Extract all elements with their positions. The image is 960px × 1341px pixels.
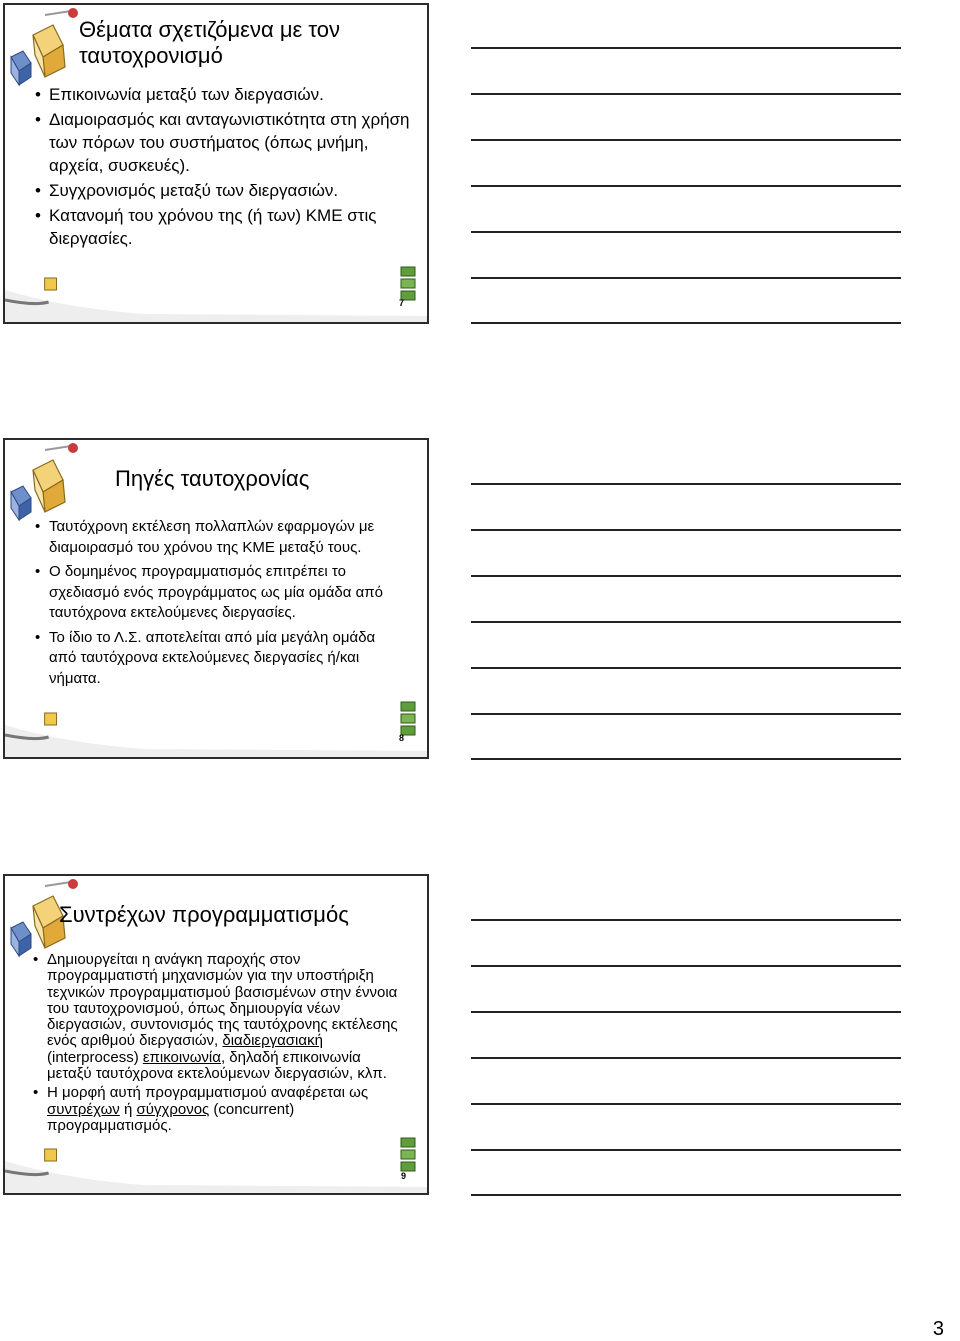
note-line: [471, 483, 901, 485]
slide-number: 9: [401, 1171, 407, 1181]
bullet-text: Δημιουργείται η ανάγκη παροχής στον προγραμματιστή μηχανισμών για την υποστήριξη τεχνικών προγραμματισμού βασισμένων στην έννοια του ταυτοχρονισμού, όπως δημιουργία νέων διεργασιών, συντονισμός της ταυτόχρονης εκτέλεσης ενός αριθμού διεργασιών,: [47, 951, 398, 1050]
bullet-item: [31, 952, 403, 1082]
note-line: [471, 93, 901, 95]
note-line: [471, 185, 901, 187]
underlined-term: διαδιεργασιακή: [222, 1032, 323, 1050]
underlined-term: συντρέχων: [47, 1100, 120, 1118]
bullet-list: [31, 952, 403, 1134]
note-line: [471, 1057, 901, 1059]
bullet-item: • Το ίδιο το Λ.Σ. αποτελείται από μία μεγάλη ομάδα από ταυτόχρονα εκτελούμενες διεργασίες ή/και νήματα.: [33, 628, 401, 690]
underlined-term: σύγχρονος: [136, 1100, 210, 1118]
slide-8: [3, 438, 429, 759]
slide-footer-decoration-icon: [5, 1143, 427, 1193]
underlined-term: επικοινωνία: [142, 1048, 221, 1066]
bullet-list: [33, 83, 413, 250]
bullet-text: (concurrent) προγραμματισμός.: [47, 1100, 295, 1134]
note-line: [471, 575, 901, 577]
bullet-item: • Επικοινωνία μεταξύ των διεργασιών.: [33, 83, 413, 106]
bullet-text: , δηλαδή επικοινωνία μεταξύ ταυτόχρονα εκτελούμενων διεργασιών, κλπ.: [47, 1048, 387, 1083]
note-line: [471, 47, 901, 49]
slide-9: [3, 874, 429, 1195]
note-line: [471, 965, 901, 967]
note-line: [471, 1149, 901, 1151]
bullet-list: [33, 517, 401, 689]
note-line: [471, 139, 901, 141]
slide-footer-decoration-icon: [5, 272, 427, 322]
bullet-item: • Κατανομή του χρόνου της (ή των) ΚΜΕ στις διεργασίες.: [33, 204, 413, 250]
slide-title: Συντρέχων προγραμματισμός: [59, 902, 349, 927]
note-line: [471, 1194, 901, 1196]
note-line: [471, 919, 901, 921]
slide-number: 8: [399, 733, 405, 743]
bullet-text: Η μορφή αυτή προγραμματισμού αναφέρεται ως: [47, 1084, 369, 1102]
note-line: [471, 1011, 901, 1013]
slide-7: [3, 3, 429, 324]
bullet-text: (interprocess): [47, 1048, 143, 1066]
note-line: [471, 621, 901, 623]
note-line: [471, 322, 901, 324]
note-line: [471, 529, 901, 531]
note-line: [471, 758, 901, 760]
bullet-item: [31, 1085, 403, 1134]
slide-title: Πηγές ταυτοχρονίας: [115, 466, 310, 491]
bullet-text: ή: [119, 1100, 137, 1118]
note-line: [471, 667, 901, 669]
bullet-item: • Συγχρονισμός μεταξύ των διεργασιών.: [33, 179, 413, 202]
note-line: [471, 713, 901, 715]
bullet-item: • Διαμοιρασμός και ανταγωνιστικότητα στη χρήση των πόρων του συστήματος (όπως μνήμη, αρχεία, συσκευές).: [33, 108, 413, 177]
note-line: [471, 231, 901, 233]
slide-footer-decoration-icon: [5, 707, 427, 757]
note-line: [471, 1103, 901, 1105]
bullet-item: • Ταυτόχρονη εκτέλεση πολλαπλών εφαρμογών με διαμοιρασμό του χρόνου της ΚΜΕ μεταξύ τους.: [33, 517, 401, 558]
page-number: 3: [932, 1318, 944, 1340]
slide-title: Θέματα σχετιζόμενα με τον ταυτοχρονισμό: [79, 17, 341, 69]
slide-number: 7: [399, 298, 405, 308]
note-line: [471, 277, 901, 279]
bullet-item: • Ο δομημένος προγραμματισμός επιτρέπει το σχεδιασμό ενός προγράμματος ως μία ομάδα από ταυτόχρονα εκτελούμενες διεργασίες.: [33, 562, 401, 624]
